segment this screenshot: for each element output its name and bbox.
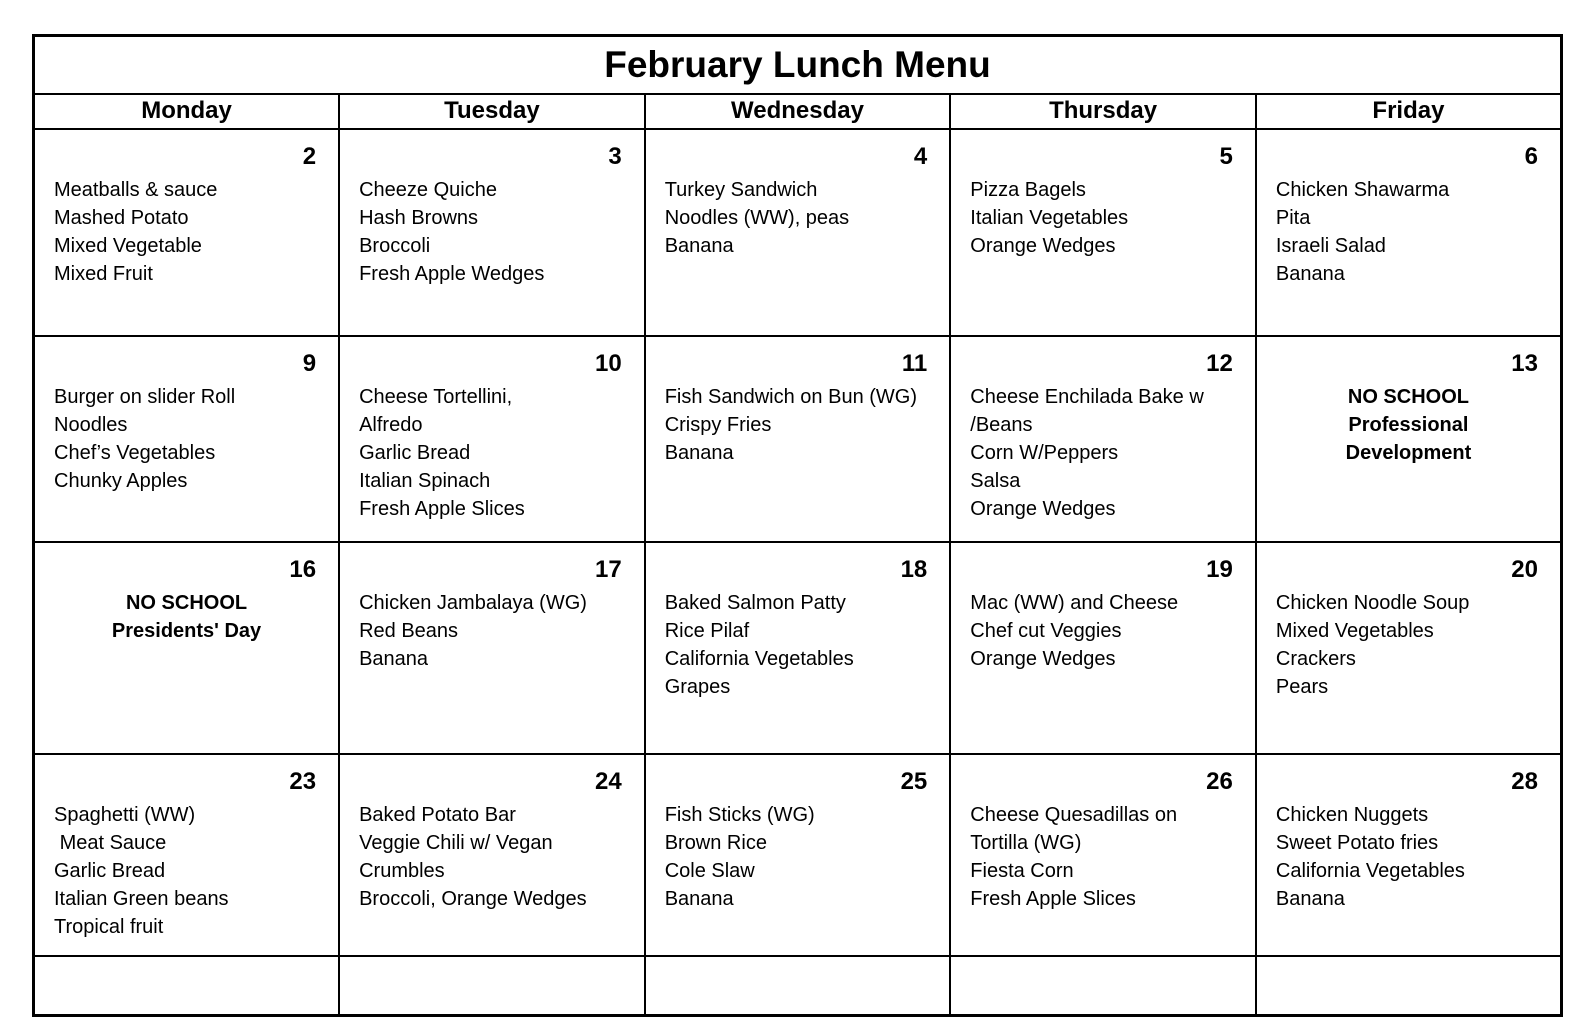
menu-item: Pizza Bagels	[970, 178, 1086, 201]
menu-item: Alfredo	[359, 413, 423, 436]
week-row-partial	[34, 956, 1562, 1016]
day-number: 19	[1206, 555, 1233, 583]
menu-item: Noodles	[54, 413, 128, 436]
menu-item: Mac (WW) and Cheese	[970, 591, 1179, 614]
menu-item: Fish Sticks (WG)	[664, 803, 815, 826]
empty-day-cell	[339, 956, 645, 1016]
no-school-line: NO SCHOOL	[125, 591, 248, 614]
menu-item: Mixed Vegetables	[1275, 619, 1434, 642]
menu-item: Banana	[359, 647, 429, 670]
menu-item: Banana	[664, 441, 734, 464]
calendar-head	[34, 36, 1562, 129]
menu-item: Fresh Apple Slices	[970, 887, 1136, 910]
menu-item: Italian Vegetables	[970, 206, 1129, 229]
day-number: 10	[594, 349, 622, 377]
menu-item-list	[35, 174, 338, 288]
menu-item: Fresh Apple Slices	[359, 497, 525, 520]
menu-item-list	[951, 174, 1255, 260]
day-cell-5	[950, 129, 1256, 336]
menu-item-list	[1257, 174, 1560, 288]
empty-day-cell	[645, 956, 951, 1016]
menu-item-list	[951, 381, 1255, 523]
empty-day-cell	[950, 956, 1256, 1016]
title-row	[34, 36, 1562, 94]
day-cell-18	[645, 542, 951, 754]
menu-item: Orange Wedges	[970, 234, 1116, 257]
menu-item: Red Beans	[359, 619, 459, 642]
menu-item: Hash Browns	[359, 206, 479, 229]
menu-item: Tropical fruit	[54, 915, 164, 938]
day-cell-26	[950, 754, 1256, 956]
day-number: 6	[1524, 142, 1538, 170]
menu-item: Cheese Tortellini,	[359, 385, 513, 408]
day-number: 26	[1206, 767, 1233, 795]
week-row-3	[34, 542, 1562, 754]
menu-item-list	[951, 799, 1255, 913]
menu-item: Broccoli, Orange Wedges	[359, 887, 587, 910]
day-number: 20	[1511, 555, 1538, 583]
day-cell-20	[1256, 542, 1562, 754]
menu-item: Banana	[664, 234, 734, 257]
menu-item: Baked Salmon Patty	[664, 591, 846, 614]
menu-item: Banana	[664, 887, 734, 910]
week-row-2	[34, 336, 1562, 542]
day-number: 2	[302, 142, 317, 170]
menu-item: Noodles (WW), peas	[664, 206, 850, 229]
day-cell-9	[34, 336, 340, 542]
menu-item: California Vegetables	[664, 647, 854, 670]
empty-day-cell	[34, 956, 340, 1016]
menu-item: Grapes	[664, 675, 731, 698]
day-number: 5	[1219, 142, 1233, 170]
menu-item: Brown Rice	[664, 831, 767, 854]
menu-item: Banana	[1275, 887, 1345, 910]
menu-item: Chef cut Veggies	[970, 619, 1122, 642]
menu-item-list	[1257, 587, 1560, 701]
menu-item: Broccoli	[359, 234, 431, 257]
no-school-line: Professional	[1348, 413, 1469, 436]
weekday-header-row	[34, 94, 1562, 129]
day-number: 23	[289, 767, 317, 795]
menu-item: Rice Pilaf	[664, 619, 750, 642]
day-number: 13	[1511, 349, 1538, 377]
menu-item: California Vegetables	[1275, 859, 1465, 882]
day-cell-24	[339, 754, 645, 956]
day-number: 11	[901, 349, 928, 377]
menu-item-list	[1257, 799, 1560, 913]
menu-item: Chicken Jambalaya (WG)	[359, 591, 587, 614]
day-number: 17	[594, 555, 622, 583]
menu-item-list	[35, 381, 338, 495]
menu-item: Israeli Salad	[1275, 234, 1386, 257]
day-cell-16	[34, 542, 340, 754]
menu-item: Chunky Apples	[54, 469, 188, 492]
menu-item: Sweet Potato fries	[1275, 831, 1439, 854]
menu-item: Veggie Chili w/ Vegan	[359, 831, 553, 854]
day-number: 28	[1511, 767, 1538, 795]
menu-item: Pita	[1275, 206, 1311, 229]
menu-item-list	[646, 174, 950, 260]
no-school-line: NO SCHOOL	[1347, 385, 1469, 408]
menu-item-list	[340, 799, 644, 913]
menu-item: Garlic Bread	[54, 859, 166, 882]
day-number: 4	[913, 142, 928, 170]
menu-item: Cheeze Quiche	[359, 178, 497, 201]
menu-item: Orange Wedges	[970, 497, 1116, 520]
menu-item-list	[340, 587, 644, 673]
weekday-header-monday: Monday	[34, 94, 340, 129]
menu-item: Orange Wedges	[970, 647, 1116, 670]
day-cell-3	[339, 129, 645, 336]
menu-item: Chicken Noodle Soup	[1275, 591, 1470, 614]
menu-item: Crumbles	[359, 859, 445, 882]
menu-item: Chef’s Vegetables	[54, 441, 216, 464]
menu-item-list	[646, 381, 950, 467]
menu-item: Fresh Apple Wedges	[359, 262, 545, 285]
day-number: 25	[900, 767, 928, 795]
menu-item: Garlic Bread	[359, 441, 471, 464]
menu-item: Meatballs & sauce	[54, 178, 218, 201]
menu-item: Crispy Fries	[664, 413, 772, 436]
calendar-body	[34, 129, 1562, 1016]
menu-item-list	[646, 587, 950, 701]
menu-item: Mixed Fruit	[54, 262, 153, 285]
no-school-line: Development	[1345, 441, 1472, 464]
menu-item: /Beans	[970, 413, 1033, 436]
menu-item-list	[646, 799, 950, 913]
day-number: 24	[594, 767, 622, 795]
menu-item: Meat Sauce	[54, 831, 167, 854]
menu-item: Corn W/Peppers	[970, 441, 1119, 464]
day-number: 9	[302, 349, 317, 377]
menu-item: Salsa	[970, 469, 1021, 492]
no-school-notice	[1257, 381, 1560, 467]
menu-item: Baked Potato Bar	[359, 803, 516, 826]
day-cell-28	[1256, 754, 1562, 956]
day-cell-11	[645, 336, 951, 542]
page-title: February Lunch Menu	[34, 36, 1562, 94]
menu-item: Chicken Shawarma	[1275, 178, 1450, 201]
day-cell-17	[339, 542, 645, 754]
day-cell-19	[950, 542, 1256, 754]
menu-item-list	[951, 587, 1255, 673]
menu-item: Banana	[1275, 262, 1345, 285]
menu-item: Burger on slider Roll	[54, 385, 236, 408]
menu-item: Mashed Potato	[54, 206, 189, 229]
menu-item: Cheese Quesadillas on	[970, 803, 1178, 826]
menu-item-list	[340, 174, 644, 288]
menu-item-list	[35, 799, 338, 941]
weekday-header-thursday: Thursday	[950, 94, 1256, 129]
day-number: 16	[289, 555, 317, 583]
menu-item: Italian Spinach	[359, 469, 491, 492]
day-number: 3	[608, 142, 622, 170]
menu-item: Fish Sandwich on Bun (WG)	[664, 385, 918, 408]
menu-item: Pears	[1275, 675, 1329, 698]
menu-item: Crackers	[1275, 647, 1356, 670]
day-cell-23	[34, 754, 340, 956]
lunch-menu-calendar	[32, 34, 1563, 1017]
day-cell-2	[34, 129, 340, 336]
menu-item: Fiesta Corn	[970, 859, 1074, 882]
weekday-header-friday: Friday	[1256, 94, 1562, 129]
no-school-notice	[35, 587, 338, 645]
day-cell-13	[1256, 336, 1562, 542]
no-school-line: Presidents' Day	[111, 619, 262, 642]
day-number: 12	[1206, 349, 1233, 377]
menu-item: Turkey Sandwich	[664, 178, 818, 201]
menu-item: Tortilla (WG)	[970, 831, 1082, 854]
week-row-1	[34, 129, 1562, 336]
week-row-4	[34, 754, 1562, 956]
day-cell-4	[645, 129, 951, 336]
day-cell-25	[645, 754, 951, 956]
menu-item-list	[340, 381, 644, 523]
day-cell-12	[950, 336, 1256, 542]
menu-item: Spaghetti (WW)	[54, 803, 196, 826]
menu-item: Italian Green beans	[54, 887, 229, 910]
day-cell-6	[1256, 129, 1562, 336]
weekday-header-tuesday: Tuesday	[339, 94, 645, 129]
menu-item: Chicken Nuggets	[1275, 803, 1429, 826]
day-cell-10	[339, 336, 645, 542]
menu-item: Cheese Enchilada Bake w	[970, 385, 1204, 408]
empty-day-cell	[1256, 956, 1562, 1016]
weekday-header-wednesday: Wednesday	[645, 94, 951, 129]
day-number: 18	[900, 555, 928, 583]
menu-item: Mixed Vegetable	[54, 234, 202, 257]
menu-item: Cole Slaw	[664, 859, 755, 882]
